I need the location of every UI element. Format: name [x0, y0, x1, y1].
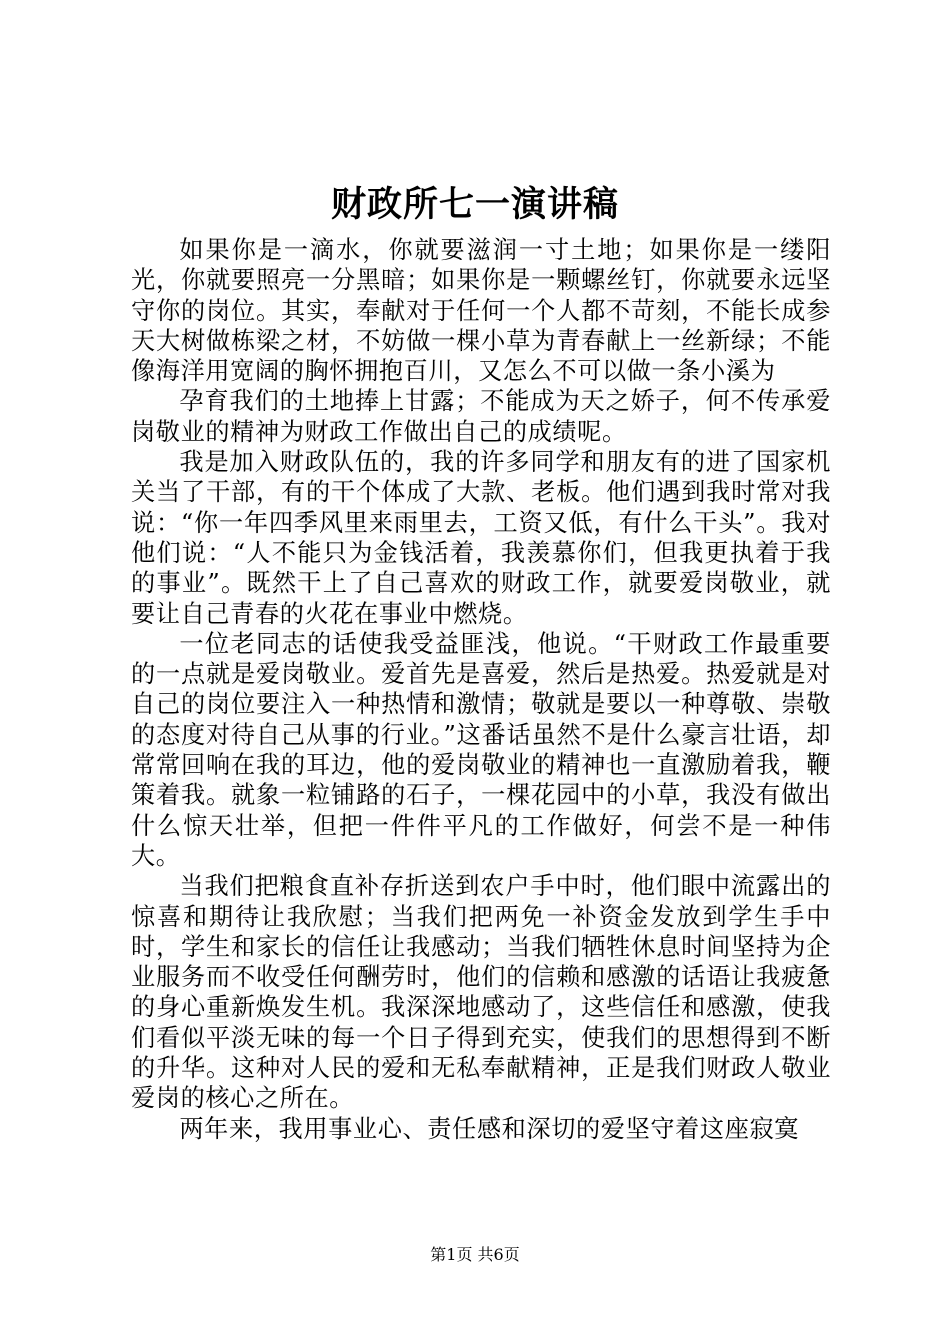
- document-body: [131, 235, 831, 1144]
- document-title: 财政所七一演讲稿: [330, 184, 619, 225]
- paragraph-2: 孕育我们的土地捧上甘露；不能成为天之娇子，何不传承爱岗敬业的精神为财政工作做出自己的成绩呢。: [131, 387, 831, 446]
- paragraph-5: 当我们把粮食直补存折送到农户手中时，他们眼中流露出的惊喜和期待让我欣慰；当我们把两免一补资金发放到学生手中时，学生和家长的信任让我感动；当我们牺牲休息时间坚持为企业服务而不收受任何酬劳时，他们的信赖和感激的话语让我疲惫的身心重新焕发生机。我深深地感动了，这些信任和感激，使我们看似平淡无味的每一个日子得到充实，使我们的思想得到不断的升华。这种对人民的爱和无私奉献精神，正是我们财政人敬业爱岗的核心之所在。: [131, 872, 831, 1113]
- paragraph-1: 如果你是一滴水，你就要滋润一寸土地；如果你是一缕阳光，你就要照亮一分黑暗；如果你是一颗螺丝钉，你就要永远坚守你的岗位。其实，奉献对于任何一个人都不苛刻，不能长成参天大树做栋梁之材，不妨做一棵小草为青春献上一丝新绿；不能像海洋用宽阔的胸怀拥抱百川，又怎么不可以做一条小溪为: [131, 236, 831, 386]
- paragraph-4: 一位老同志的话使我受益匪浅，他说。“干财政工作最重要的一点就是爱岗敬业。爱首先是喜爱，然后是热爱。热爱就是对自己的岗位要注入一种热情和激情；敬就是要以一种尊敬、崇敬的态度对待自己从事的行业。”这番话虽然不是什么豪言壮语，却常常回响在我的耳边，他的爱岗敬业的精神也一直激励着我，鞭策着我。就象一粒铺路的石子，一棵花园中的小草，我没有做出什么惊天壮举，但把一件件平凡的工作做好，何尝不是一种伟大。: [131, 629, 831, 870]
- paragraph-3: 我是加入财政队伍的，我的许多同学和朋友有的进了国家机关当了干部，有的干个体成了大款、老板。他们遇到我时常对我说：“你一年四季风里来雨里去，工资又低，有什么干头”。我对他们说：“人不能只为金钱活着，我羡慕你们，但我更执着于我的事业”。既然干上了自己喜欢的财政工作，就要爱岗敬业，就要让自己青春的火花在事业中燃烧。: [131, 448, 831, 628]
- paragraph-6: 两年来，我用事业心、责任感和深切的爱坚守着这座寂寞: [179, 1114, 800, 1143]
- page-number-footer: 第1页 共6页: [430, 1245, 520, 1264]
